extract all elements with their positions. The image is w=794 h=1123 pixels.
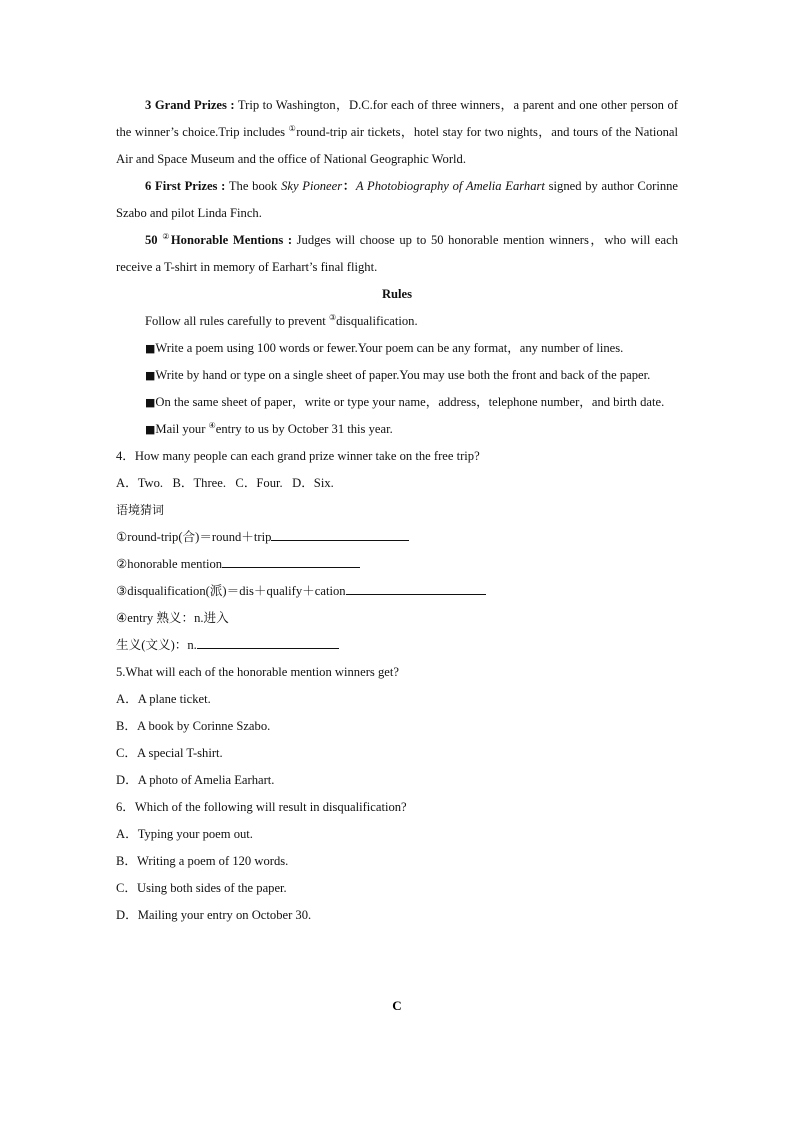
answer-blank[interactable] <box>222 555 360 568</box>
footnote-marker-1: ① <box>288 124 297 133</box>
question-5-option-c: C．A special T-shirt. <box>116 746 223 760</box>
first-prizes-text: The book <box>225 179 282 193</box>
document-body <box>116 92 678 929</box>
grand-prizes-paragraph <box>116 92 678 173</box>
rules-intro-text: Follow all rules carefully to prevent <box>145 314 329 328</box>
question-5-option-a: A．A plane ticket. <box>116 692 211 706</box>
grand-prizes-label: 3 Grand Prizes : <box>145 98 235 112</box>
question-6: 6．Which of the following will result in disqualification? <box>116 800 407 814</box>
question-6-option-a: A．Typing your poem out. <box>116 827 253 841</box>
rules-intro-text-cont: disqualification. <box>336 314 418 328</box>
rule-text: On the same sheet of paper，write or type your name，address，telephone number，and birth date. <box>155 395 665 409</box>
vocab-item-1 <box>116 524 678 551</box>
answer-blank[interactable] <box>271 528 409 541</box>
rule-item <box>116 362 678 389</box>
question-6-option-d: D．Mailing your entry on October 30. <box>116 908 312 922</box>
vocab-item-2 <box>116 551 678 578</box>
footnote-marker-2: ② <box>162 232 171 241</box>
first-prizes-text-cont: signed by author Corinne Szabo and pilot Linda Finch. <box>116 179 679 220</box>
honorable-text: Judges will choose up to 50 honorable mention winners，who will each receive a T-shirt in memory of Earhart’s final flight. <box>116 233 678 274</box>
vocab-item-text: 生义(文义)：n. <box>116 638 197 652</box>
first-prizes-label: 6 First Prizes : <box>145 179 226 193</box>
answer-blank[interactable] <box>346 582 486 595</box>
honorable-label: Honorable Mentions : <box>170 233 293 247</box>
question-5-option-b: B．A book by Corinne Szabo. <box>116 719 271 733</box>
question-4: 4．How many people can each grand prize winner take on the free trip? <box>116 449 480 463</box>
rules-title: Rules <box>381 287 413 301</box>
rules-intro <box>116 308 678 335</box>
vocab-item-text: ②honorable mention <box>116 557 223 571</box>
rule-text: Write by hand or type on a single sheet of paper.You may use both the front and back of the paper. <box>155 368 651 382</box>
rule-item <box>116 335 678 362</box>
vocab-item-text: ①round-trip(合)＝round＋trip <box>116 530 272 544</box>
vocab-item-3 <box>116 578 678 605</box>
bullet-square-icon: ■ <box>145 369 156 382</box>
rule-text-cont: entry to us by October 31 this year. <box>215 422 393 436</box>
honorable-count: 50 <box>145 233 163 247</box>
question-5-option-d: D．A photo of Amelia Earhart. <box>116 773 275 787</box>
book-subtitle: A Photobiography of Amelia Earhart <box>355 179 545 193</box>
bullet-square-icon: ■ <box>145 396 156 409</box>
footnote-marker-3: ③ <box>328 313 337 322</box>
first-prizes-paragraph <box>116 173 678 227</box>
book-title-colon: ： <box>342 179 356 193</box>
question-4-options: A．Two. B．Three. C．Four. D．Six. <box>116 476 334 490</box>
question-5: 5.What will each of the honorable mention winners get? <box>116 665 399 679</box>
bullet-square-icon: ■ <box>145 423 156 436</box>
grand-prizes-text-cont: round-trip air tickets，hotel stay for two nights，and tours of the National Air and Space Museum and the office of National Geographic World. <box>116 125 679 166</box>
rule-text: Mail your <box>155 422 209 436</box>
vocab-item-4-meaning <box>116 632 678 659</box>
grand-prizes-text: Trip to Washington，D.C.for each of three winners，a parent and one other person of the winner’s choice.Trip includes <box>116 98 678 139</box>
question-6-option-c: C．Using both sides of the paper. <box>116 881 287 895</box>
vocab-item-text: ③disqualification(派)＝dis＋qualify＋cation <box>116 584 346 598</box>
bullet-square-icon: ■ <box>145 342 156 355</box>
question-6-option-b: B．Writing a poem of 120 words. <box>116 854 289 868</box>
section-heading-c: C <box>392 998 402 1013</box>
rule-item <box>116 416 678 443</box>
answer-blank[interactable] <box>197 636 339 649</box>
rule-item <box>116 389 678 416</box>
rule-text: Write a poem using 100 words or fewer.Your poem can be any format，any number of lines. <box>155 341 624 355</box>
footnote-marker-4: ④ <box>208 421 216 430</box>
vocab-item-4: ④entry 熟义：n.进入 <box>116 611 229 625</box>
vocab-heading: 语境猜词 <box>116 503 165 517</box>
honorable-mentions-paragraph <box>116 227 678 281</box>
book-title: Sky Pioneer <box>281 179 343 193</box>
